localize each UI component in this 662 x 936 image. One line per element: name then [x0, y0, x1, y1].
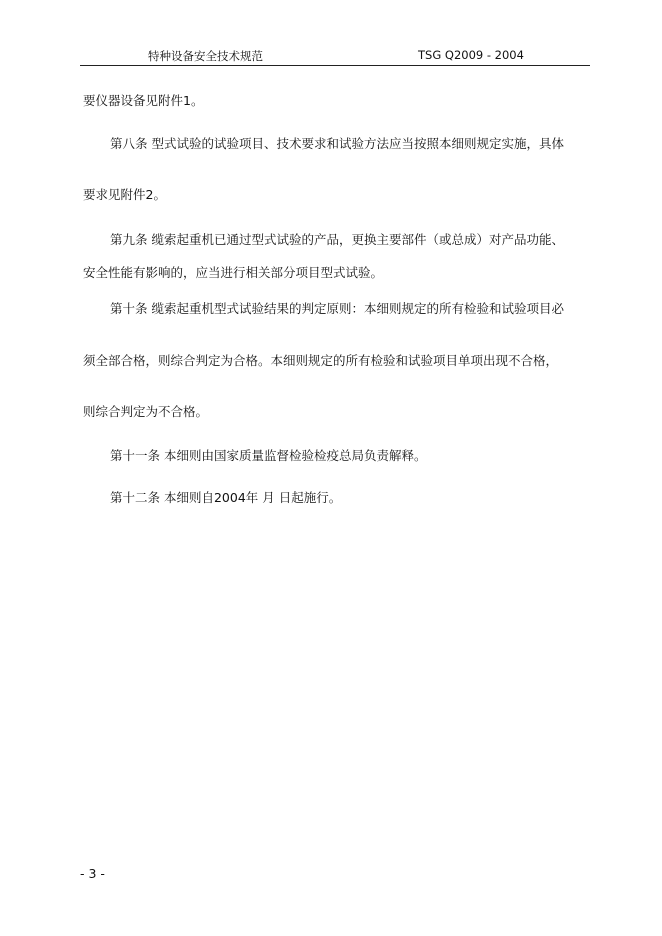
page-header — [80, 48, 590, 66]
article-9-line-2: 安全性能有影响的，应当进行相关部分项目型式试验。 — [83, 265, 384, 280]
header-code: TSG Q2009 - 2004 — [418, 48, 524, 62]
article-8-line-2: 要求见附件2。 — [83, 187, 166, 202]
paragraph-line: 要仪器设备见附件1。 — [83, 93, 204, 108]
article-10-line-3: 则综合判定为不合格。 — [83, 404, 209, 419]
page-number: - 3 - — [80, 866, 105, 881]
article-8-line-1: 第八条 型式试验的试验项目、技术要求和试验方法应当按照本细则规定实施，具体 — [110, 136, 564, 151]
article-9-line-1: 第九条 缆索起重机已通过型式试验的产品，更换主要部件（或总成）对产品功能、 — [110, 232, 564, 247]
article-12-line: 第十二条 本细则自2004年 月 日起施行。 — [110, 490, 342, 505]
article-10-line-1: 第十条 缆索起重机型式试验结果的判定原则：本细则规定的所有检验和试验项目必 — [110, 301, 564, 316]
header-title: 特种设备安全技术规范 — [148, 49, 263, 63]
article-10-line-2: 须全部合格，则综合判定为合格。本细则规定的所有检验和试验项目单项出现不合格， — [83, 353, 559, 368]
article-11-line: 第十一条 本细则由国家质量监督检验检疫总局负责解释。 — [110, 448, 427, 463]
